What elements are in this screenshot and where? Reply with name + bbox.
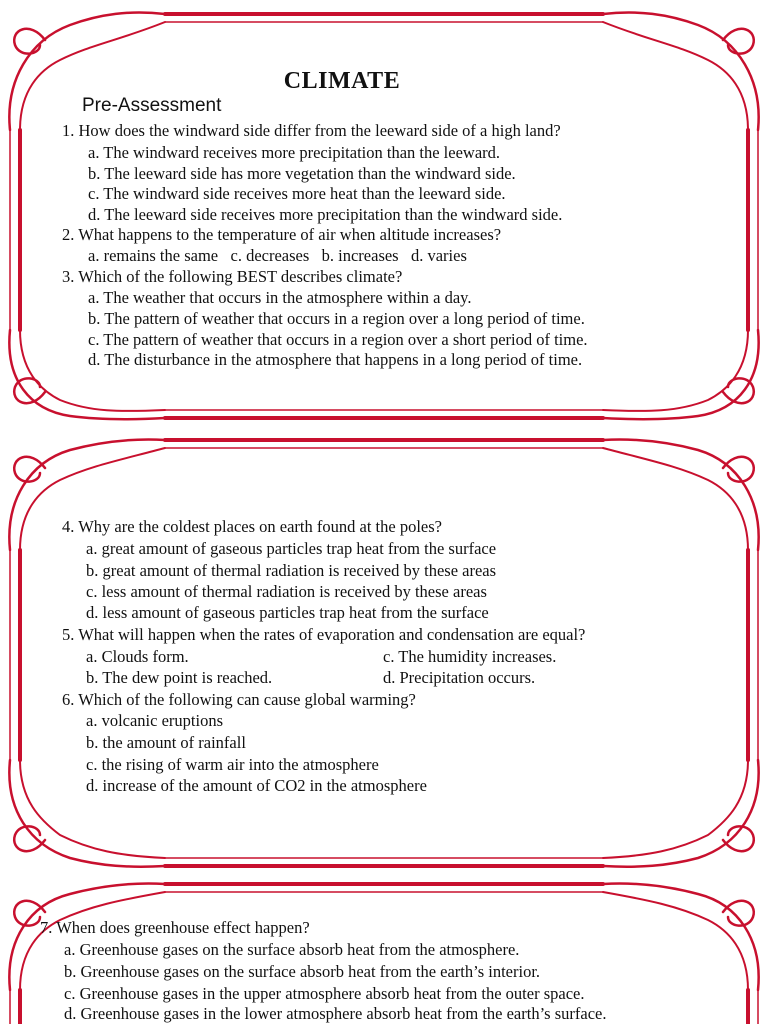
q1-option-c: c. The windward side receives more heat than the leeward side.	[88, 184, 506, 203]
q3-option-b: b. The pattern of weather that occurs in a region over a long period of time.	[88, 309, 585, 328]
q3-option-a: a. The weather that occurs in the atmosphere within a day.	[88, 288, 472, 307]
q4-option-c: c. less amount of thermal radiation is received by these areas	[86, 582, 487, 601]
q3-option-d: d. The disturbance in the atmosphere that happens in a long period of time.	[88, 350, 583, 369]
title: CLIMATE	[283, 68, 401, 94]
q7-option-a: a. Greenhouse gases on the surface absorb heat from the atmosphere.	[64, 940, 520, 959]
q2-options: a. remains the same c. decreases b. increases d. varies	[88, 246, 467, 265]
q7-option-c: c. Greenhouse gases in the upper atmosphere absorb heat from the outer space.	[64, 984, 585, 1003]
q7-option-d: d. Greenhouse gases in the lower atmosphere absorb heat from the earth’s surface.	[64, 1004, 607, 1023]
q5-option-a: a. Clouds form.	[86, 647, 189, 666]
q5-option-c: c. The humidity increases.	[383, 647, 557, 666]
q5-option-b: b. The dew point is reached.	[86, 668, 273, 687]
question-6: 6. Which of the following can cause global warming?	[62, 690, 416, 709]
q1-option-b: b. The leeward side has more vegetation than the windward side.	[88, 164, 516, 183]
question-4: 4. Why are the coldest places on earth found at the poles?	[62, 517, 442, 536]
question-5: 5. What will happen when the rates of evaporation and condensation are equal?	[62, 625, 586, 644]
question-1: 1. How does the windward side differ from the leeward side of a high land?	[62, 121, 561, 140]
q6-option-d: d. increase of the amount of CO2 in the atmosphere	[86, 776, 427, 795]
q6-option-c: c. the rising of warm air into the atmosphere	[86, 755, 379, 774]
q5-option-d: d. Precipitation occurs.	[383, 668, 536, 687]
q4-option-a: a. great amount of gaseous particles trap heat from the surface	[86, 539, 497, 558]
q1-option-a: a. The windward receives more precipitation than the leeward.	[88, 143, 501, 162]
q4-option-b: b. great amount of thermal radiation is received by these areas	[86, 561, 497, 580]
q1-option-d: d. The leeward side receives more precipitation than the windward side.	[88, 205, 563, 224]
question-2: 2. What happens to the temperature of air when altitude increases?	[62, 225, 502, 244]
q6-option-b: b. the amount of rainfall	[86, 733, 246, 752]
q7-option-b: b. Greenhouse gases on the surface absorb heat from the earth’s interior.	[64, 962, 541, 981]
question-7: 7. When does greenhouse effect happen?	[40, 918, 310, 937]
q4-option-d: d. less amount of gaseous particles trap heat from the surface	[86, 603, 489, 622]
question-3: 3. Which of the following BEST describes climate?	[62, 267, 403, 286]
q6-option-a: a. volcanic eruptions	[86, 711, 223, 730]
subtitle: Pre-Assessment	[82, 95, 222, 116]
q3-option-c: c. The pattern of weather that occurs in a region over a short period of time.	[88, 330, 588, 349]
